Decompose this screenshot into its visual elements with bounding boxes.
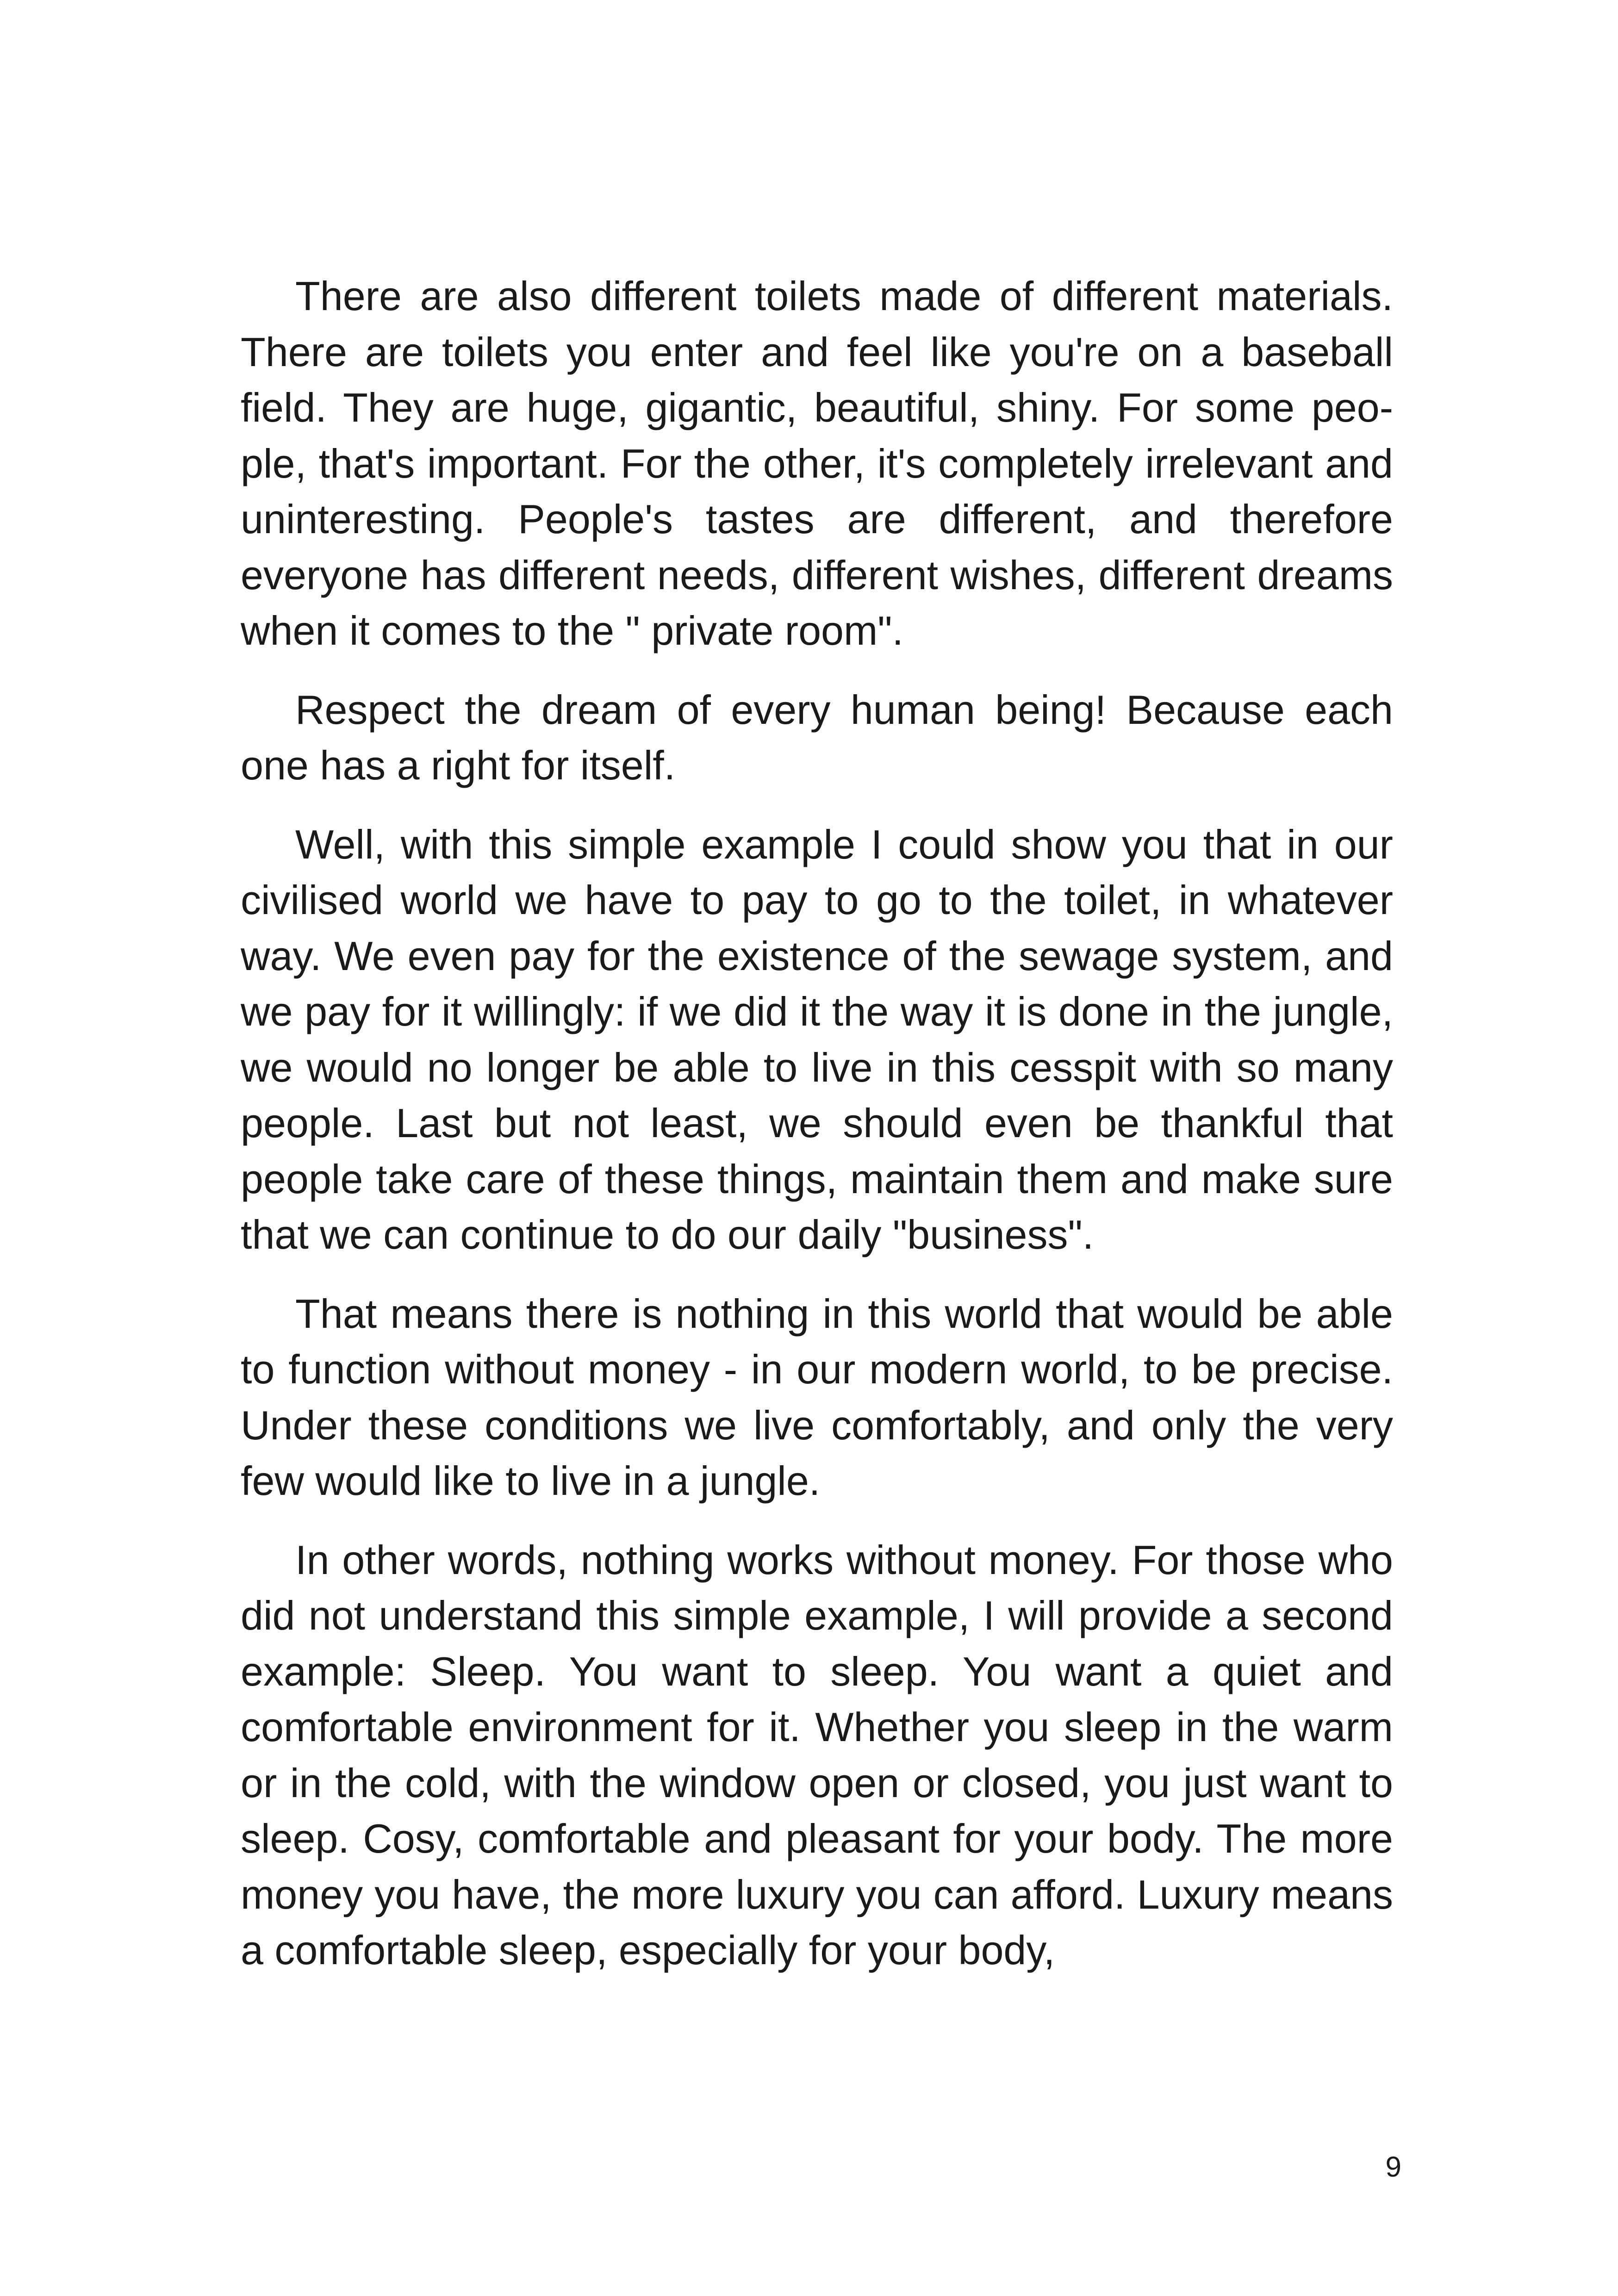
paragraph-1: There are also different toilets made of different materials. There are toilets you enter and feel like you're on a baseball field. They are huge, gigantic, beautiful, shiny. For some people, that's important. For the other, it's completely irrelevant and uninteresting. People's tastes are different, and therefore everyone has different needs, different wishes, different dreams when it comes to the " private room". — [241, 273, 1393, 653]
body-text — [241, 268, 1393, 2002]
paragraph-3: Well, with this simple example I could show you that in our civilised world we have to pay to go to the toilet, in whatever way. We even pay for the existence of the sewage system, and we pay for it willingly: if we did it the way it is done in the jungle, we would no longer be able to live in this cesspit with so many people. Last but not least, we should even be thankful that people take care of these things, maintain them and make sure that we can continue to do our daily "business". — [241, 821, 1393, 1257]
paragraph-5: In other words, nothing works without money. For those who did not understand this simple example, I will provide a second example: Sleep. You want to sleep. You want a quiet and comfortable environment for it. Whether you sleep in the warm or in the cold, with the window open or closed, you just want to sleep. Cosy, comfortable and pleasant for your body. The more money you have, the more luxury you can afford. Luxury means a comfortable sleep, especially for your body, — [241, 1537, 1393, 1973]
page-number: 9 — [1385, 2151, 1401, 2183]
paragraph-4: That means there is nothing in this world that would be able to function without money - in our modern world, to be precise. Under these conditions we live comfortably, and only the very few would like to live in a jungle. — [241, 1290, 1393, 1504]
paragraph-2: Respect the dream of every human being! Because each one has a right for itself. — [241, 686, 1393, 788]
